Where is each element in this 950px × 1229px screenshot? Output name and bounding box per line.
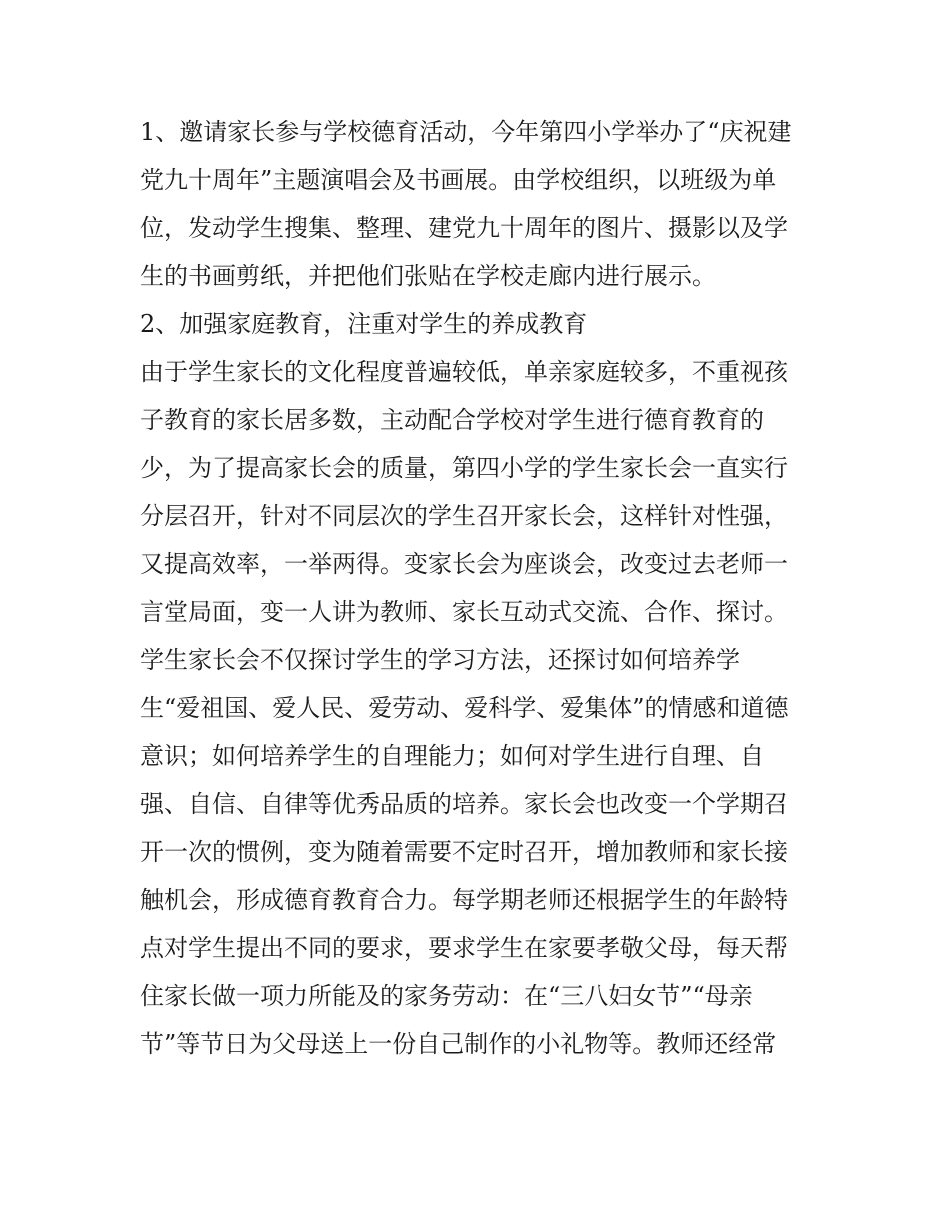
text-line: 学生家长会不仅探讨学生的学习方法，还探讨如何培养学 <box>140 646 740 674</box>
text-line: 意识；如何培养学生的自理能力；如何对学生进行自理、自 <box>140 742 764 770</box>
text-line: 2、加强家庭教育，注重对学生的养成教育 <box>140 310 588 338</box>
text-line: 位，发动学生搜集、整理、建党九十周年的图片、摄影以及学 <box>140 214 788 242</box>
text-line: 由于学生家长的文化程度普遍较低，单亲家庭较多，不重视孩 <box>140 358 788 386</box>
text-line: 少，为了提高家长会的质量，第四小学的学生家长会一直实行 <box>140 454 788 482</box>
text-line: 强、自信、自律等优秀品质的培养。家长会也改变一个学期召 <box>140 790 788 818</box>
text-line: 言堂局面，变一人讲为教师、家长互动式交流、合作、探讨。 <box>140 598 788 626</box>
text-line: 开一次的惯例，变为随着需要不定时召开，增加教师和家长接 <box>140 838 788 866</box>
text-line: 生的书画剪纸，并把他们张贴在学校走廊内进行展示。 <box>140 262 716 290</box>
text-line: 又提高效率，一举两得。变家长会为座谈会，改变过去老师一 <box>140 550 788 578</box>
text-line: 子教育的家长居多数，主动配合学校对学生进行德育教育的 <box>140 406 764 434</box>
text-line: 分层召开，针对不同层次的学生召开家长会，这样针对性强， <box>140 502 788 530</box>
text-line: 触机会，形成德育教育合力。每学期老师还根据学生的年龄特 <box>140 886 788 914</box>
text-line: 党九十周年”主题演唱会及书画展。由学校组织，以班级为单 <box>140 166 777 194</box>
text-line: 点对学生提出不同的要求，要求学生在家要孝敬父母，每天帮 <box>140 934 788 962</box>
text-line: 1、邀请家长参与学校德育活动，今年第四小学举办了“庆祝建 <box>140 118 792 146</box>
document-body <box>140 108 815 1068</box>
text-line: 生“爱祖国、爱人民、爱劳动、爱科学、爱集体”的情感和道德 <box>140 694 789 722</box>
text-line: 节”等节日为父母送上一份自己制作的小礼物等。教师还经常 <box>140 1030 777 1058</box>
text-line: 住家长做一项力所能及的家务劳动：在“三八妇女节”“母亲 <box>140 982 753 1010</box>
